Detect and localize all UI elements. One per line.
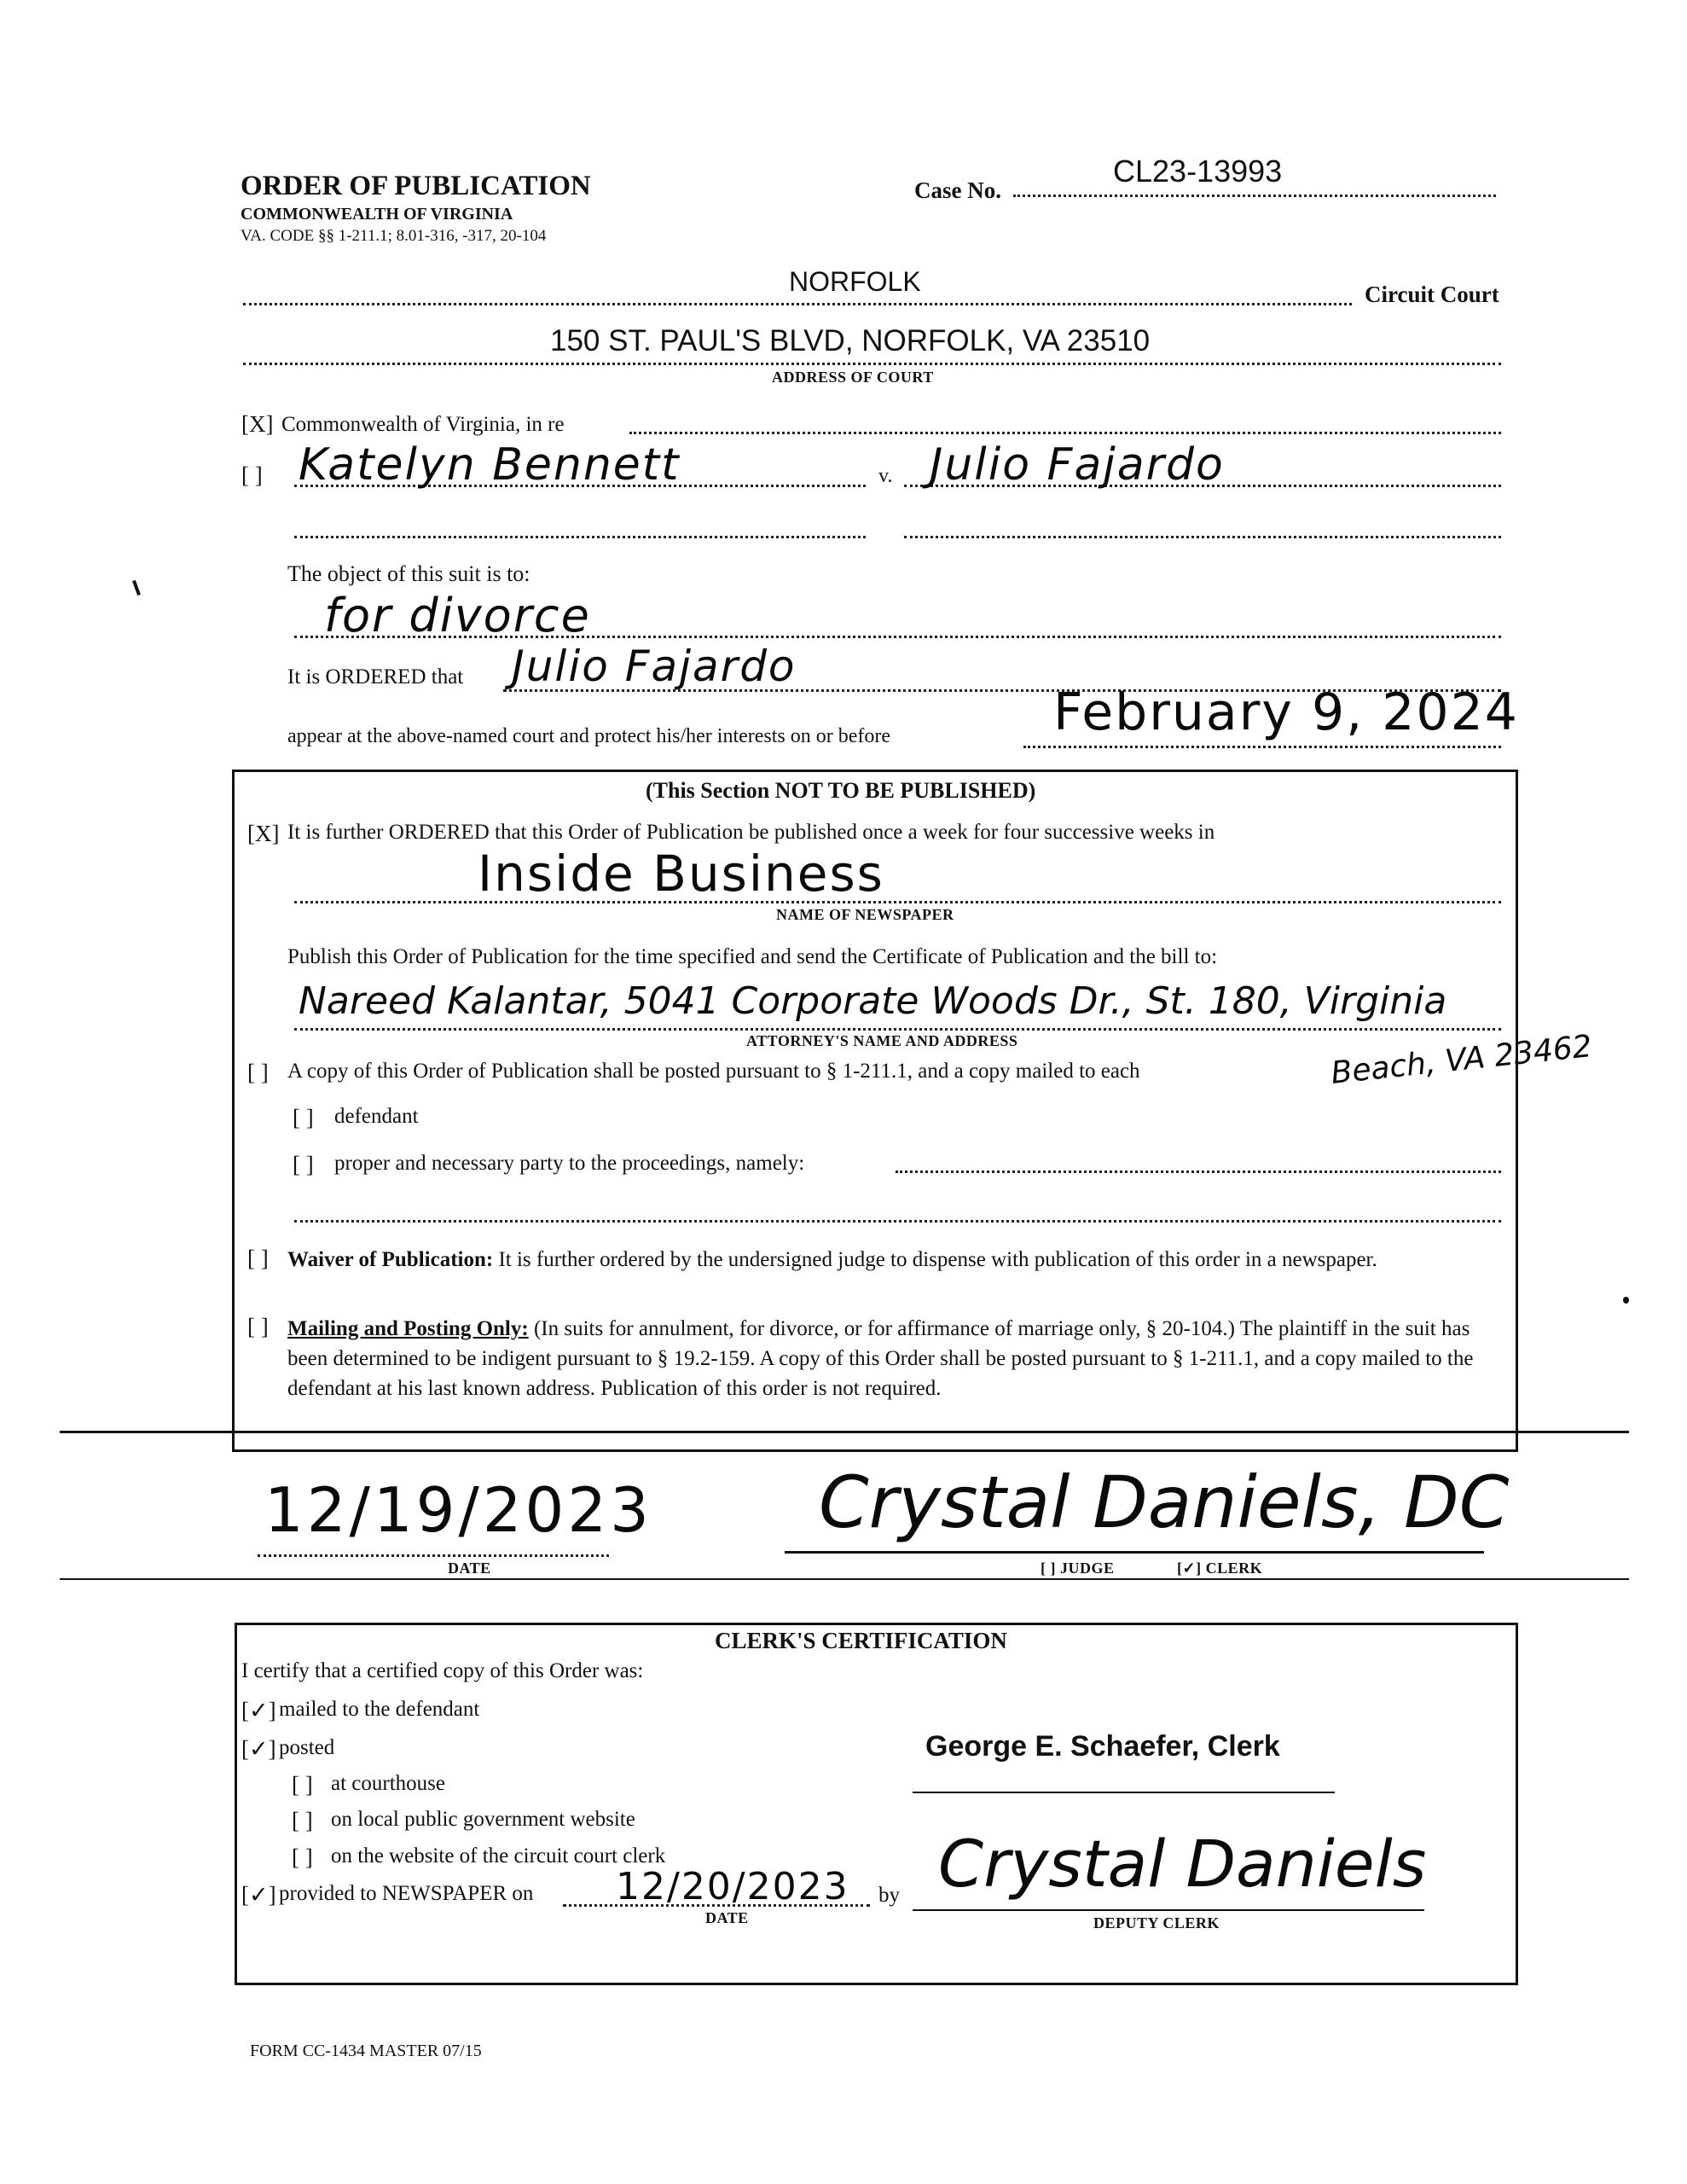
newspaper-name[interactable]: Inside Business [478, 845, 884, 903]
plaintiff-line-2 [294, 536, 866, 538]
waiver-block [287, 1246, 1481, 1275]
court-address[interactable]: 150 ST. PAUL'S BLVD, NORFOLK, VA 23510 [550, 324, 1151, 357]
posted-checkbox[interactable]: [✓] [241, 1736, 276, 1762]
mailing-title: Mailing and Posting Only: [287, 1317, 529, 1340]
attorney-line [294, 1028, 1501, 1031]
bill-text: Publish this Order of Publication for the time specified and send the Certificate of Publication and the bill to: [287, 945, 1218, 968]
attorney-caption: ATTORNEY'S NAME AND ADDRESS [746, 1032, 1018, 1049]
party-checkbox[interactable]: [ ] [293, 1152, 314, 1177]
attorney-name-address[interactable]: Nareed Kalantar, 5041 Corporate Woods Dr., St. 180, Virginia [299, 979, 1447, 1023]
case-style-checkbox[interactable]: [ ] [241, 462, 263, 488]
plaintiff-name[interactable]: Katelyn Bennett [299, 439, 681, 491]
case-number-line [1013, 195, 1496, 197]
gov-website-checkbox[interactable]: [ ] [292, 1808, 313, 1833]
clerk-option[interactable]: [✓] CLERK [1177, 1560, 1263, 1577]
ordered-party[interactable]: Julio Fajardo [512, 642, 797, 691]
certification-intro: I certify that a certified copy of this Order was: [241, 1659, 644, 1682]
form-id: FORM CC-1434 MASTER 07/15 [250, 2042, 482, 2060]
party-label: proper and necessary party to the proceedings, namely: [334, 1152, 805, 1175]
circuit-court-label: Circuit Court [1365, 282, 1499, 307]
posted-label: posted [279, 1736, 335, 1759]
form-title: ORDER OF PUBLICATION [241, 171, 591, 201]
court-name-line [243, 303, 1352, 305]
form-subtitle: COMMONWEALTH OF VIRGINIA [241, 205, 513, 224]
clerk-name: George E. Schaefer, Clerk [925, 1730, 1280, 1763]
separator-line-1 [60, 1431, 1629, 1433]
signature-date[interactable]: 12/19/2023 [264, 1474, 652, 1546]
case-number-label: Case No. [914, 177, 1001, 203]
in-re-line [629, 432, 1501, 434]
publish-checkbox[interactable]: [X] [247, 821, 280, 846]
mailing-block [287, 1314, 1481, 1403]
appear-label: appear at the above-named court and protect his/her interests on or before [287, 725, 891, 747]
courthouse-checkbox[interactable]: [ ] [292, 1772, 313, 1798]
mailing-checkbox[interactable]: [ ] [247, 1314, 269, 1339]
clerk-website-label: on the website of the circuit court clerk [331, 1844, 666, 1867]
posting-text: A copy of this Order of Publication shall be posted pursuant to § 1-211.1, and a copy mailed to each [287, 1060, 1140, 1083]
defendant-name[interactable]: Julio Fajardo [930, 439, 1225, 491]
judge-signature[interactable]: Crystal Daniels, DC [819, 1461, 1510, 1544]
certification-heading: CLERK'S CERTIFICATION [715, 1628, 1007, 1653]
courthouse-label: at courthouse [331, 1772, 445, 1795]
waiver-text: It is further ordered by the undersigned judge to dispense with publication of this order in a newspaper. [498, 1248, 1377, 1271]
newspaper-date-caption: DATE [705, 1909, 749, 1926]
newspaper-caption: NAME OF NEWSPAPER [776, 906, 954, 923]
clerk-name-line [913, 1792, 1335, 1793]
defendant-label: defendant [334, 1105, 419, 1128]
clerk-website-checkbox[interactable]: [ ] [292, 1844, 313, 1870]
separator-line-2 [60, 1578, 1629, 1580]
party-line [896, 1170, 1501, 1173]
case-number[interactable]: CL23-13993 [1113, 154, 1283, 189]
deputy-clerk-caption: DEPUTY CLERK [1093, 1914, 1220, 1931]
versus-label: v. [878, 465, 893, 487]
court-address-line [243, 363, 1501, 365]
defendant-checkbox[interactable]: [ ] [293, 1105, 314, 1130]
date-caption: DATE [448, 1560, 491, 1577]
court-address-caption: ADDRESS OF COURT [772, 369, 934, 386]
deputy-clerk-signature[interactable]: Crystal Daniels [938, 1826, 1427, 1902]
newspaper-line [294, 901, 1501, 903]
waiver-title: Waiver of Publication: [287, 1248, 494, 1271]
scan-speck-left [132, 580, 141, 595]
date-line [258, 1554, 609, 1557]
defendant-line-2 [904, 536, 1501, 538]
newspaper-provided-label: provided to NEWSPAPER on [279, 1882, 534, 1905]
unpublished-heading: (This Section NOT TO BE PUBLISHED) [646, 778, 1036, 803]
commonwealth-checkbox[interactable]: [X] [241, 411, 274, 437]
commonwealth-label: Commonwealth of Virginia, in re [281, 413, 565, 436]
signature-line [785, 1551, 1484, 1554]
appear-line [1023, 746, 1501, 748]
posting-checkbox[interactable]: [ ] [247, 1060, 269, 1085]
by-label: by [878, 1884, 900, 1907]
waiver-checkbox[interactable]: [ ] [247, 1246, 269, 1271]
attorney-address-overflow[interactable]: Beach, VA 23462 [1329, 1029, 1594, 1091]
judge-option[interactable]: [ ] JUDGE [1041, 1560, 1115, 1577]
court-name[interactable]: NORFOLK [789, 266, 921, 297]
va-code: VA. CODE §§ 1-211.1; 8.01-316, -317, 20-104 [241, 227, 547, 245]
mailing-text: (In suits for annulment, for divorce, or for affirmance of marriage only, § 20-104.) The plaintiff in the suit has been determined to be indigent pursuant to § 19.2-159. A copy of this Order shall be posted pursuant to § 1-211.1, and a copy mailed to the defendant at his last known address. Publication of this order is not required. [287, 1317, 1474, 1400]
ordered-label: It is ORDERED that [287, 665, 464, 688]
gov-website-label: on local public government website [331, 1808, 635, 1831]
newspaper-date[interactable]: 12/20/2023 [616, 1865, 849, 1908]
newspaper-checkbox[interactable]: [✓] [241, 1882, 276, 1908]
object-label: The object of this suit is to: [287, 561, 530, 586]
appear-date[interactable]: February 9, 2024 [1053, 682, 1519, 742]
deputy-signature-line [913, 1909, 1424, 1911]
object-value[interactable]: for divorce [324, 589, 591, 642]
mailed-checkbox[interactable]: [✓] [241, 1698, 276, 1723]
publish-text: It is further ORDERED that this Order of Publication be published once a week for four successive weeks in [287, 821, 1215, 844]
mailed-label: mailed to the defendant [279, 1698, 480, 1721]
party-line-2 [294, 1220, 1501, 1223]
scan-speck-right [1623, 1297, 1629, 1304]
